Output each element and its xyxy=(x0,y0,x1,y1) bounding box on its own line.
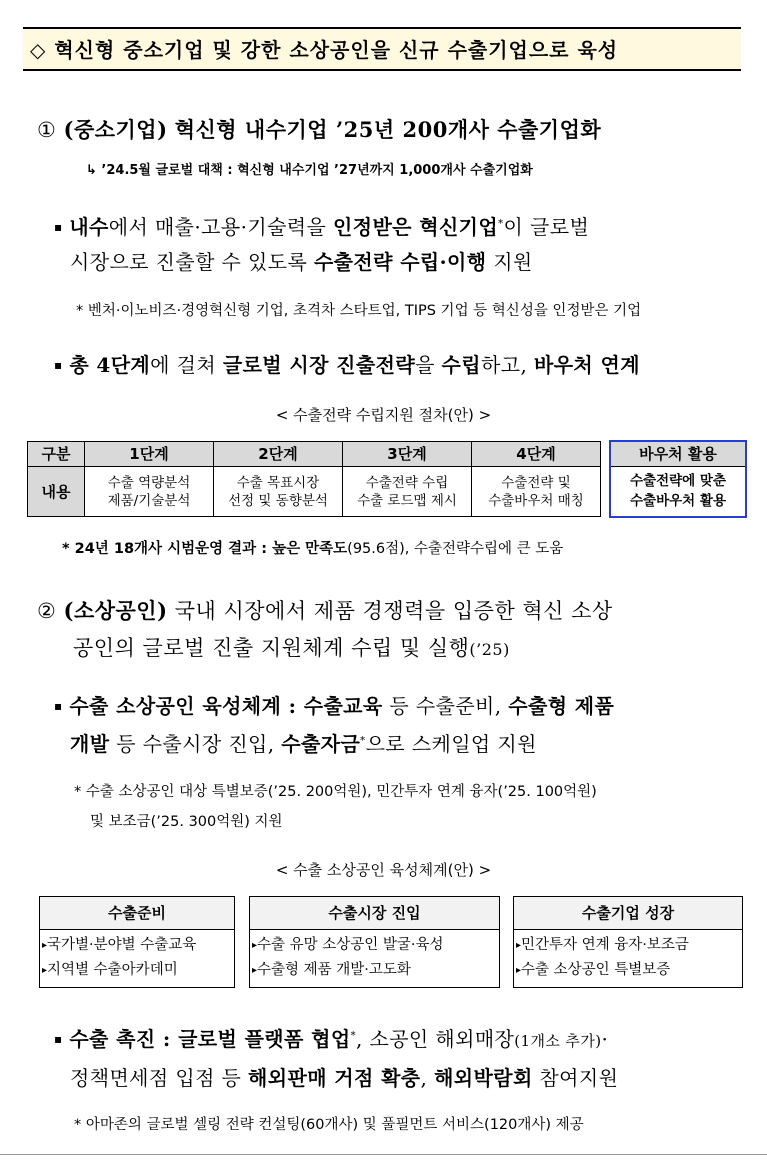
voucher-header: 바우처 활용 xyxy=(611,442,745,467)
stage-box-market-entry xyxy=(249,896,500,988)
box-item: ▸지역별 수출아카데미 xyxy=(42,962,178,978)
box-title: 수출기업 성장 xyxy=(514,897,742,930)
footnote-innovative-firms: * 벤처·이노비즈·경영혁신형 기업, 초격차 스타트업, TIPS 기업 등 혁신성을 인정받은 기업 xyxy=(76,303,642,319)
stage-1-header: 1단계 xyxy=(85,442,214,467)
bullet-icon: ▪ xyxy=(54,220,63,234)
section-category: (중소기업) xyxy=(63,117,168,142)
voucher-box xyxy=(609,440,747,518)
bullet-four-stages: ▪ 총 4단계에 걸쳐 글로벌 시장 진출전략을 수립하고, 바우처 연계 xyxy=(54,353,640,377)
bullet-icon: ▪ xyxy=(54,358,63,372)
page-title xyxy=(30,34,618,63)
section-number: ① xyxy=(37,118,57,142)
box-item: ▸민간투자 연계 융자·보조금 xyxy=(516,937,689,953)
table-caption: < 수출전략 수립지원 절차(안) > xyxy=(275,406,492,424)
stage-box-growth xyxy=(513,896,743,988)
bullet-icon: ▪ xyxy=(54,1032,63,1046)
box-title: 수출준비 xyxy=(40,897,234,930)
stage-3-header: 3단계 xyxy=(343,442,472,467)
section-2-heading xyxy=(37,595,613,625)
stage-4-header: 4단계 xyxy=(472,442,601,467)
section-2-heading-line2: 공인의 글로벌 진출 지원체계 수립 및 실행(’25) xyxy=(73,636,510,660)
table-row-label: 내용 xyxy=(28,467,85,517)
box-item: ▸국가별·분야별 수출교육 xyxy=(42,937,197,953)
stage-1-content: 수출 역량분석 제품/기술분석 xyxy=(85,467,214,517)
bullet-export-promotion: ▪ 수출 촉진 : 글로벌 플랫폼 협업*, 소공인 해외매장(1개소 추가)· xyxy=(54,1027,609,1051)
footnote-financing: * 수출 소상공인 대상 특별보증(’25. 200억원), 민간투자 연계 융자(’25. 100억원) xyxy=(74,784,597,800)
voucher-content: 수출전략에 맞춘 수출바우처 활용 xyxy=(630,473,726,509)
pilot-result: * 24년 18개사 시범운영 결과 : 높은 만족도(95.6점), 수출전략수립에 큰 도움 xyxy=(62,541,564,557)
box-item: ▸수출형 제품 개발·고도화 xyxy=(252,962,411,978)
stage-2-header: 2단계 xyxy=(214,442,343,467)
diamond-icon: ◇ xyxy=(30,38,47,62)
bullet-icon: ▪ xyxy=(54,699,63,713)
section-title: 혁신형 내수기업 ’25년 200개사 수출기업화 xyxy=(174,117,602,142)
stage-3-content: 수출전략 수립 수출 로드맵 제시 xyxy=(343,467,472,517)
box-title: 수출시장 진입 xyxy=(250,897,499,930)
bullet-innovative-firms-line2: 시장으로 진출할 수 있도록 수출전략 수립·이행 지원 xyxy=(70,250,533,274)
bullet-growth-system: ▪ 수출 소상공인 육성체계 : 수출교육 등 수출준비, 수출형 제품 xyxy=(54,694,615,718)
section-1-heading xyxy=(37,114,601,144)
box-item: ▸수출 유망 소상공인 발굴·육성 xyxy=(252,937,444,953)
stage-4-content: 수출전략 및 수출바우처 매칭 xyxy=(472,467,601,517)
section-number: ② xyxy=(37,599,57,623)
footnote-financing-line2: 및 보조금(’25. 300억원) 지원 xyxy=(90,814,283,830)
bullet-growth-system-line2: 개발 등 수출시장 진입, 수출자금*으로 스케일업 지원 xyxy=(70,732,537,756)
bullet-export-promotion-line2: 정책면세점 입점 등 해외판매 거점 확충, 해외박람회 참여지원 xyxy=(70,1066,619,1090)
stage-2-content: 수출 목표시장 선정 및 동향분석 xyxy=(214,467,343,517)
title-text: 혁신형 중소기업 및 강한 소상공인을 신규 수출기업으로 육성 xyxy=(54,38,619,62)
stage-box-preparation xyxy=(39,896,235,988)
table-header-label: 구분 xyxy=(28,442,85,467)
section-title: 국내 시장에서 제품 경쟁력을 입증한 혁신 소상 xyxy=(174,599,613,623)
box-item: ▸수출 소상공인 특별보증 xyxy=(516,962,671,978)
diagram-caption: < 수출 소상공인 육성체계(안) > xyxy=(275,861,492,879)
reference-note: ↳ ’24.5월 글로벌 대책 : 혁신형 내수기업 ’27년까지 1,000개사 수출기업화 xyxy=(86,163,533,178)
bullet-innovative-firms: ▪ 내수에서 매출·고용·기술력을 인정받은 혁신기업*이 글로벌 xyxy=(54,215,590,239)
footnote-amazon: * 아마존의 글로벌 셀링 전략 컨설팅(60개사) 및 풀필먼트 서비스(120개사) 제공 xyxy=(74,1117,584,1133)
process-table xyxy=(27,441,601,517)
section-category: (소상공인) xyxy=(63,598,168,623)
page-bottom-divider xyxy=(0,1154,767,1155)
